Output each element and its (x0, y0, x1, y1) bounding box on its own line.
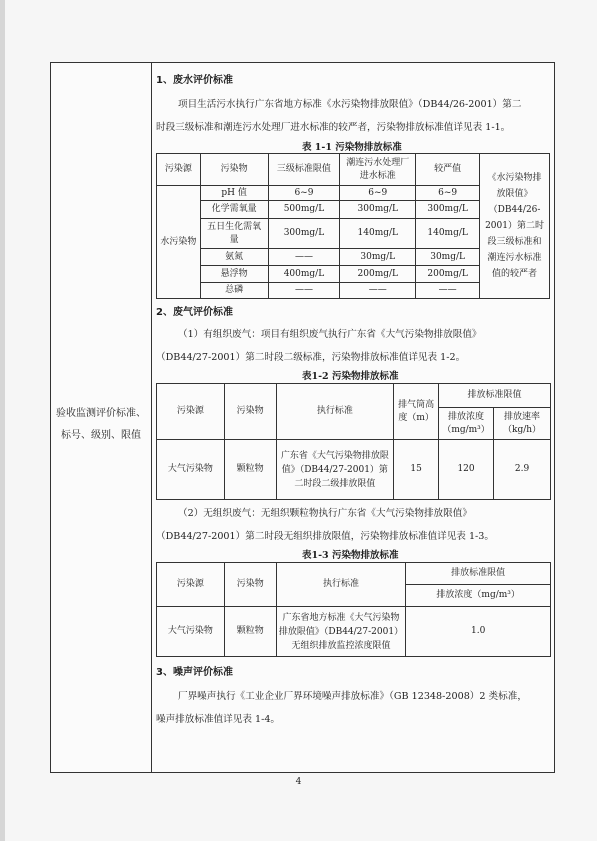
organized-paragraph-line2: （DB44/27-2001）第二时段二级标准，污染物排放标准值详见表 1-2。 (156, 352, 466, 363)
t13-header-source: 污染源 (157, 563, 225, 607)
t12-header-standard: 执行标准 (276, 384, 394, 440)
t11-row-grade3: 400mg/L (268, 266, 340, 283)
t13-row-standard: 广东省地方标准《大气污染物排放限值》（DB44/27-2001）无组织排放监控浓度限值 (276, 607, 406, 657)
t11-row-pollutant: 总磷 (200, 283, 268, 299)
t12-header-limit: 排放标准限值 (439, 384, 551, 408)
table-1-3 (156, 562, 551, 657)
t13-header-limit: 排放标准限值 (406, 563, 551, 585)
t12-header-rate: 排放速率（kg/h） (494, 408, 551, 440)
table-1-2 (156, 383, 551, 500)
t12-header-concentration: 排放浓度（mg/m³） (439, 408, 494, 440)
t11-row-stricter: 300mg/L (416, 201, 480, 219)
t11-row-stricter: —— (416, 283, 480, 299)
t11-row-pollutant: pH 值 (200, 186, 268, 201)
t13-header-pollutant: 污染物 (224, 563, 276, 607)
t11-row-stricter: 6~9 (416, 186, 480, 201)
exhaust-heading: 2、废气评价标准 (156, 307, 233, 318)
table-1-1-caption: 表 1-1 污染物排放标准 (302, 142, 402, 153)
t11-row-chaolian: 300mg/L (340, 201, 416, 219)
wastewater-heading: 1、废水评价标准 (156, 75, 233, 86)
page-edge-shadow (0, 0, 5, 841)
t13-row-source: 大气污染物 (157, 607, 225, 657)
t13-row-concentration: 1.0 (406, 607, 551, 657)
left-label: 验收监测评价标准、标号、级别、限值 (56, 408, 146, 441)
t12-row-pollutant: 颗粒物 (224, 440, 276, 500)
t11-header-grade3: 三级标准限值 (268, 154, 340, 186)
t12-row-source: 大气污染物 (157, 440, 225, 500)
t11-source-cell: 水污染物 (157, 186, 201, 299)
noise-paragraph-line1: 厂界噪声执行《工业企业厂界环境噪声排放标准》（GB 12348-2008）2 类标准， (178, 691, 527, 702)
t11-row-chaolian: 6~9 (340, 186, 416, 201)
t11-header-note: 《水污染物排放限值》（DB44/26-2001）第二时段三级标准和潮连污水标准值的较严者 (480, 154, 550, 299)
t11-header-source: 污染源 (157, 154, 201, 186)
t11-header-pollutant: 污染物 (200, 154, 268, 186)
table-1-2-caption: 表1-2 污染物排放标准 (302, 371, 399, 382)
t11-row-chaolian: 200mg/L (340, 266, 416, 283)
t11-header-stricter: 较严值 (416, 154, 480, 186)
left-label-column (51, 63, 152, 772)
t11-row-pollutant: 氨氮 (200, 249, 268, 266)
t13-header-concentration: 排放浓度（mg/m³） (406, 585, 551, 607)
unorganized-paragraph-line1: （2）无组织废气：无组织颗粒物执行广东省《大气污染物排放限值》 (178, 508, 472, 519)
t12-row-concentration: 120 (439, 440, 494, 500)
t12-row-rate: 2.9 (494, 440, 551, 500)
unorganized-paragraph-line2: （DB44/27-2001）第二时段无组织排放限值，污染物排放标准值详见表 1-3。 (156, 531, 494, 542)
t11-row-chaolian: 140mg/L (340, 219, 416, 249)
t11-row-chaolian: —— (340, 283, 416, 299)
table-1-1 (156, 153, 550, 299)
t11-row-grade3: 500mg/L (268, 201, 340, 219)
t11-row-grade3: —— (268, 283, 340, 299)
t13-header-standard: 执行标准 (276, 563, 406, 607)
t11-row-chaolian: 30mg/L (340, 249, 416, 266)
t11-row-stricter: 30mg/L (416, 249, 480, 266)
page-number: 4 (295, 777, 302, 787)
t11-row-stricter: 140mg/L (416, 219, 480, 249)
t12-row-standard: 广东省《大气污染物排放限值》（DB44/27-2001）第二时段二级排放限值 (276, 440, 394, 500)
t11-row-grade3: 300mg/L (268, 219, 340, 249)
t11-row-pollutant: 化学需氧量 (200, 201, 268, 219)
t11-row-grade3: —— (268, 249, 340, 266)
noise-paragraph-line2: 噪声排放标准值详见表 1-4。 (156, 714, 281, 725)
t13-row-pollutant: 颗粒物 (224, 607, 276, 657)
organized-paragraph-line1: （1）有组织废气：项目有组织废气执行广东省《大气污染物排放限值》 (178, 329, 482, 340)
t11-row-grade3: 6~9 (268, 186, 340, 201)
t11-header-chaolian: 潮连污水处理厂进水标准 (340, 154, 416, 186)
wastewater-paragraph-line2: 时段三级标准和潮连污水处理厂进水标准的较严者，污染物排放标准值详见表 1-1。 (156, 122, 511, 133)
t12-header-pollutant: 污染物 (224, 384, 276, 440)
t11-row-pollutant: 悬浮物 (200, 266, 268, 283)
t12-header-source: 污染源 (157, 384, 225, 440)
t12-header-height: 排气筒高度（m） (394, 384, 439, 440)
noise-heading: 3、噪声评价标准 (156, 667, 233, 678)
t12-row-height: 15 (394, 440, 439, 500)
content-column (152, 63, 554, 772)
wastewater-paragraph-line1: 项目生活污水执行广东省地方标准《水污染物排放限值》（DB44/26-2001）第二 (178, 99, 522, 110)
t11-row-pollutant: 五日生化需氧量 (200, 219, 268, 249)
form-frame (50, 62, 555, 773)
table-1-3-caption: 表1-3 污染物排放标准 (302, 550, 399, 561)
t11-row-stricter: 200mg/L (416, 266, 480, 283)
